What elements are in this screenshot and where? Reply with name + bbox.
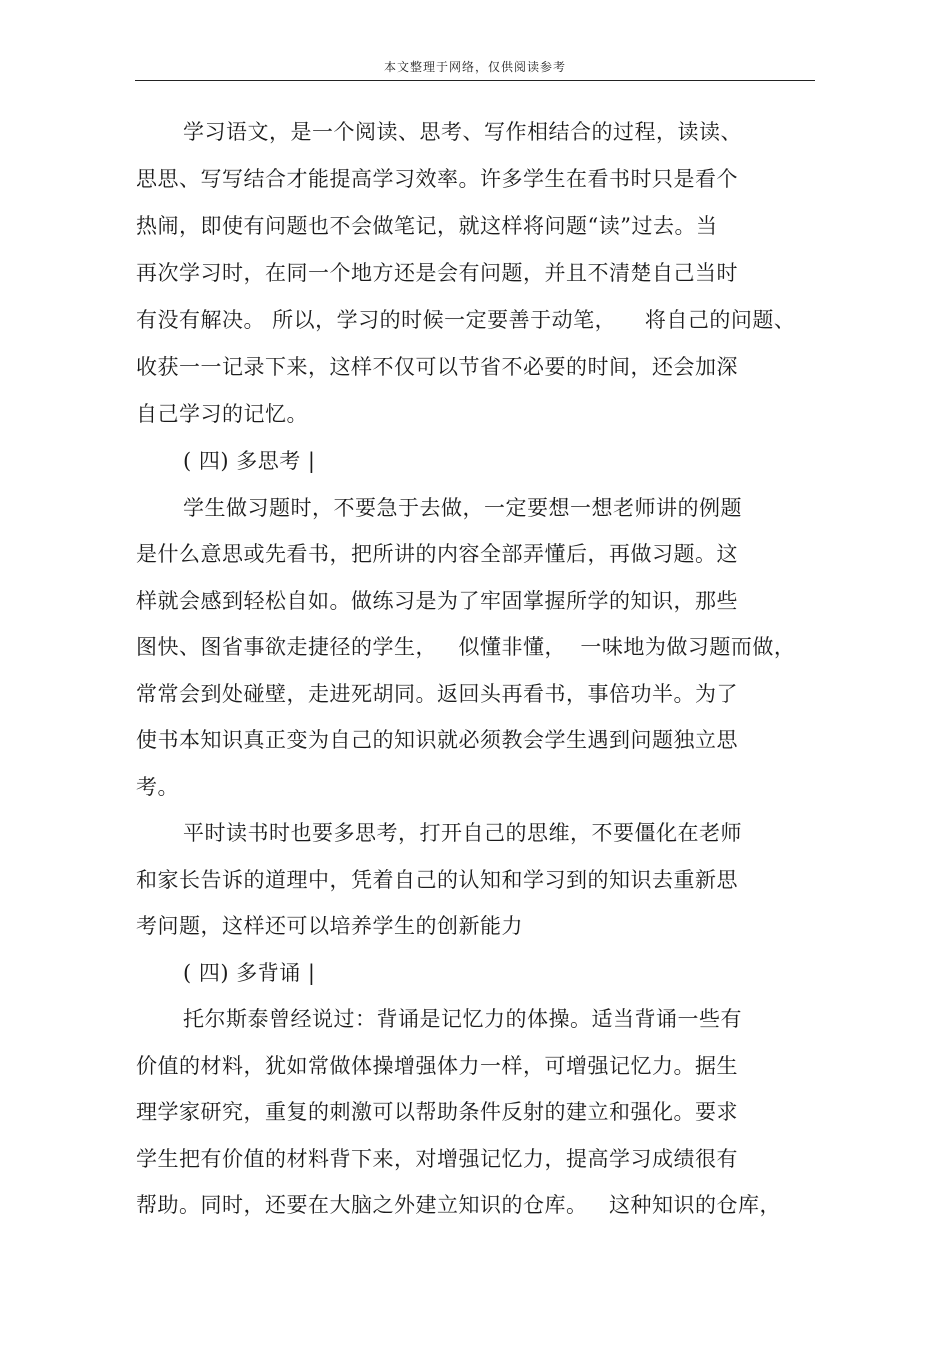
paragraph-line: 和家长告诉的道理中，凭着自己的认知和学习到的知识去重新思 (136, 868, 738, 892)
section-heading: ( 四) 多思考 | (183, 449, 316, 473)
paragraph-line: 收获一一记录下来，这样不仅可以节省不必要的时间，还会加深 (136, 355, 738, 379)
paragraph-line: 学习语文，是一个阅读、思考、写作相结合的过程，读读、 (183, 120, 742, 144)
paragraph-line: 自己学习的记忆。 (136, 402, 308, 426)
paragraph-line: 有没有解决。 所以，学习的时候一定要善于动笔， 将自己的问题、 (136, 308, 796, 332)
paragraph-line: 帮助。同时，还要在大脑之外建立知识的仓库。 这种知识的仓库， (136, 1193, 782, 1217)
paragraph-line: 使书本知识真正变为自己的知识就必须教会学生遇到问题独立思 (136, 728, 738, 752)
paragraph-line: 再次学习时，在同一个地方还是会有问题，并且不清楚自己当时 (136, 261, 738, 285)
page-header: 本文整理于网络，仅供阅读参考 (383, 60, 566, 74)
paragraph-line: 学生做习题时，不要急于去做，一定要想一想老师讲的例题 (183, 496, 742, 520)
paragraph-line: 考问题，这样还可以培养学生的创新能力 (136, 914, 523, 938)
paragraph-line: 价值的材料，犹如常做体操增强体力一样，可增强记忆力。据生 (136, 1054, 738, 1078)
paragraph-line: 样就会感到轻松自如。做练习是为了牢固掌握所学的知识，那些 (136, 589, 738, 613)
paragraph-line: 常常会到处碰壁，走进死胡同。返回头再看书，事倍功半。为了 (136, 682, 738, 706)
paragraph-line: 思思、写写结合才能提高学习效率。许多学生在看书时只是看个 (136, 167, 738, 191)
paragraph-line: 是什么意思或先看书，把所讲的内容全部弄懂后，再做习题。这 (136, 542, 738, 566)
section-heading: ( 四) 多背诵 | (183, 961, 316, 985)
paragraph-line: 图快、图省事欲走捷径的学生， 似懂非懂， 一味地为做习题而做， (136, 635, 796, 659)
paragraph-line: 平时读书时也要多思考，打开自己的思维，不要僵化在老师 (183, 821, 742, 845)
paragraph-line: 托尔斯泰曾经说过：背诵是记忆力的体操。适当背诵一些有 (183, 1007, 742, 1031)
paragraph-line: 考。 (136, 775, 179, 799)
paragraph-line: 热闹，即使有问题也不会做笔记，就这样将问题“读”过去。当 (136, 214, 718, 238)
header-divider (135, 80, 815, 81)
paragraph-line: 学生把有价值的材料背下来，对增强记忆力，提高学习成绩很有 (136, 1147, 738, 1171)
paragraph-line: 理学家研究，重复的刺激可以帮助条件反射的建立和强化。要求 (136, 1100, 738, 1124)
